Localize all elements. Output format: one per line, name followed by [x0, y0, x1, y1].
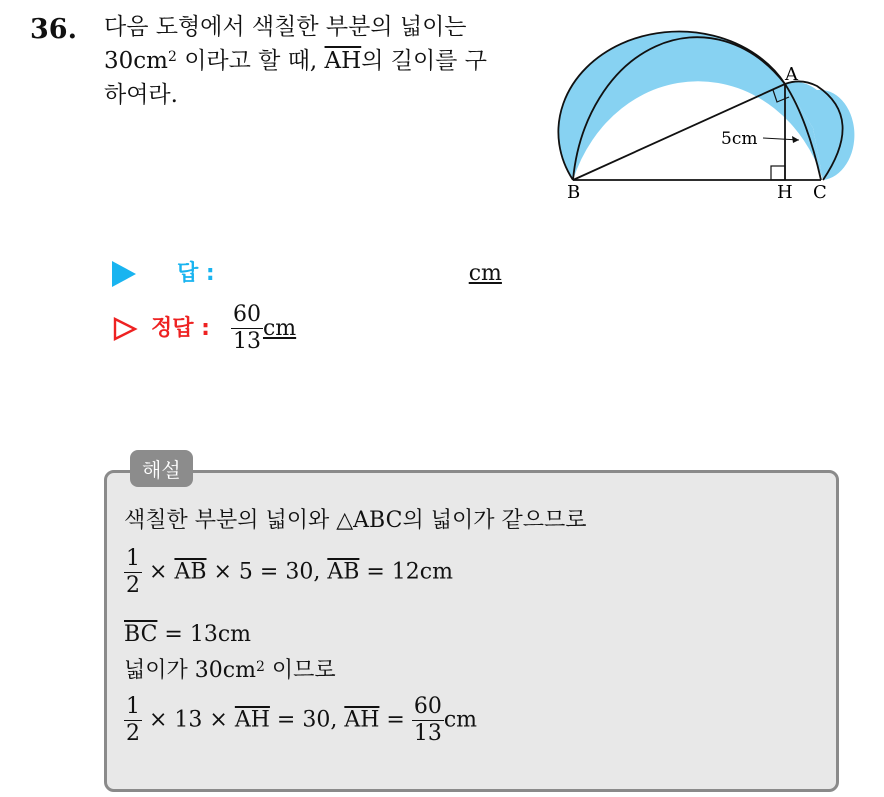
correct-fraction	[231, 304, 263, 353]
answer-row	[112, 256, 502, 287]
exponent: 2	[167, 49, 177, 65]
segment-ah: $\overline{AH}$	[344, 707, 380, 733]
question-text-part: 의 길이를 구	[361, 48, 487, 74]
fraction-denominator: 13	[232, 329, 261, 354]
label-length: 5cm	[721, 129, 758, 149]
correct-row	[112, 304, 296, 353]
solution-line-2	[124, 548, 453, 597]
half-fraction	[124, 548, 142, 597]
question-line-1: 다음 도형에서 색칠한 부분의 넓이는	[104, 14, 467, 40]
correct-label: 정답 :	[151, 315, 210, 341]
solution-line-1: 색칠한 부분의 넓이와 △ABC의 넓이가 같으므로	[124, 508, 587, 533]
geometry-figure	[555, 8, 855, 208]
segment-ah: $\overline{AH}$	[234, 707, 270, 733]
times-sign: ×	[149, 559, 168, 585]
area-text: 넓이가 30cm	[124, 658, 256, 683]
half-fraction	[124, 696, 142, 745]
label-b: B	[567, 182, 581, 203]
segment-ab: $\overline{AB}$	[327, 559, 360, 585]
unit: cm	[443, 707, 478, 733]
segment-bc: $\overline{BC}$	[124, 622, 158, 647]
fraction-denominator: 2	[126, 721, 140, 746]
equation-text: × 13 ×	[149, 707, 228, 733]
outline-play-icon	[112, 316, 138, 342]
fraction-denominator: 13	[413, 721, 442, 746]
question-line-3: 하여라.	[104, 82, 178, 108]
solution-line-4	[124, 656, 336, 686]
result-fraction	[412, 696, 444, 745]
right-angle-mark-h	[771, 166, 785, 180]
equation-text: = 13cm	[157, 622, 252, 647]
solution-line-5	[124, 696, 477, 745]
fraction-numerator: 60	[413, 694, 442, 719]
question-text	[104, 10, 544, 112]
segment-ab: $\overline{AB}$	[174, 559, 207, 585]
play-icon	[112, 261, 136, 287]
arrow-head	[792, 136, 799, 143]
correct-unit: cm	[262, 316, 297, 341]
fraction-numerator: 60	[232, 302, 261, 327]
segment-ah: $\overline{AH}$	[324, 48, 362, 74]
fraction-denominator: 2	[126, 573, 140, 598]
answer-label: 답 :	[177, 261, 215, 286]
label-c: C	[813, 182, 827, 203]
area-value: 30cm	[104, 48, 168, 74]
fraction-numerator: 1	[126, 546, 140, 571]
area-text: 이므로	[264, 658, 336, 683]
crescent-ab	[558, 31, 823, 180]
label-h: H	[777, 182, 793, 203]
question-number: 36.	[30, 14, 77, 45]
equation-text: = 30,	[269, 707, 345, 733]
equation-text: =	[379, 707, 412, 733]
label-a: A	[785, 64, 798, 85]
solution-tag: 해설	[130, 450, 193, 487]
fraction-numerator: 1	[126, 694, 140, 719]
solution-line-3	[124, 620, 251, 650]
exponent: 2	[255, 659, 265, 675]
equation-text: × 5 = 30,	[213, 559, 328, 585]
answer-unit: cm	[468, 261, 502, 286]
question-line-2	[104, 44, 544, 78]
equation-text: = 12cm	[359, 559, 453, 585]
question-text-part: 이라고 할 때,	[176, 48, 325, 74]
